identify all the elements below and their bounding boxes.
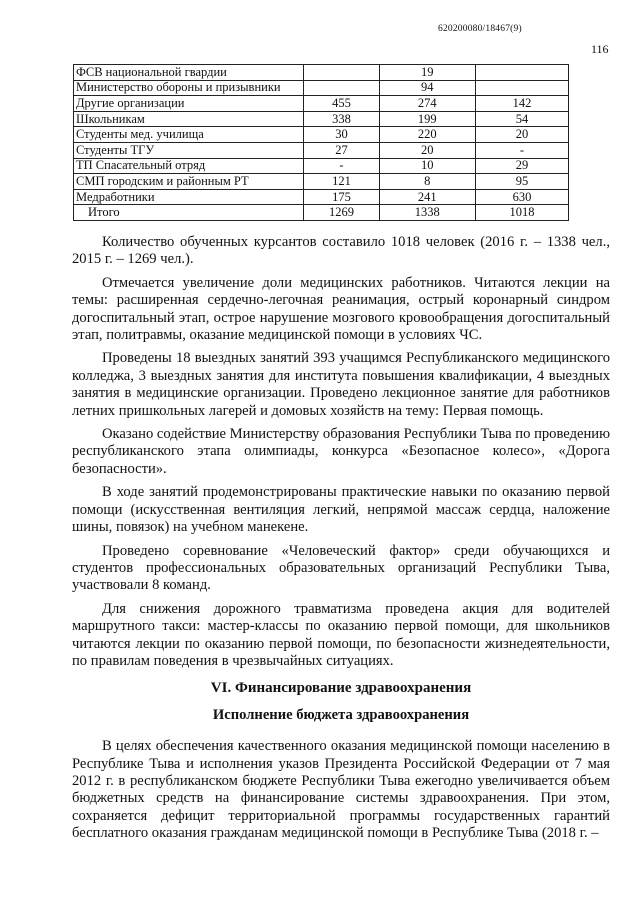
table-row [74, 80, 569, 96]
cell-value: 29 [476, 158, 569, 174]
total-label: Итого [74, 205, 304, 221]
cell-value: 142 [476, 96, 569, 112]
page-number: 116 [591, 42, 609, 56]
table-row [74, 189, 569, 205]
cell-value: 199 [379, 111, 475, 127]
paragraph-field-sessions: Проведены 18 выездных занятий 393 учащимся Республиканского медицинского колледжа, 3 выездных занятия для института повышения квалификации, 4 выездных занятия в медицинские организации. Проведено лекционное занятие для работников летних пришкольных лагерей и домовых хозяйств на тему: Первая помощь. [72, 350, 610, 419]
row-label: Министерство обороны и призывники [74, 80, 304, 96]
total-value: 1018 [476, 205, 569, 221]
paragraph-practical-skills: В ходе занятий продемонстрированы практические навыки по оказанию первой помощи (искусственная вентиляция легкий, непрямой массаж сердца, наложение шины, повязок) на учебном манекене. [72, 484, 610, 536]
row-label: Студенты ТГУ [74, 142, 304, 158]
cell-value: - [304, 158, 379, 174]
table-row [74, 158, 569, 174]
cell-value: 19 [379, 65, 475, 81]
cell-value: 175 [304, 189, 379, 205]
paragraph-budget: В целях обеспечения качественного оказания медицинской помощи населению в Республике Тыва и исполнения указов Президента Российской Федерации от 7 мая 2012 г. в республиканском бюджете Республики Тыва ежегодно увеличивается объем бюджетных средств на финансирование системы здравоохранения. При этом, сохраняется дефицит территориальной программы государственных гарантий бесплатного оказания гражданам медицинской помощи в Республике Тыва (2018 г. – [72, 738, 610, 842]
table-row [74, 142, 569, 158]
cell-value [304, 80, 379, 96]
trainees-table [73, 64, 569, 221]
paragraph-road-safety: Для снижения дорожного травматизма проведена акция для водителей маршрутного такси: мастер-классы по оказанию первой помощи, для школьников читаются лекции по оказанию первой помощи, по безопасности жизнедеятельности, по правилам поведения в чрезвычайных ситуациях. [72, 600, 610, 669]
cell-value: 220 [379, 127, 475, 143]
cell-value: 20 [379, 142, 475, 158]
cell-value: 338 [304, 111, 379, 127]
paragraph-competition: Проведено соревнование «Человеческий фактор» среди обучающихся и студентов профессиональных образовательных организаций Республики Тыва, участвовали 8 команд. [72, 542, 610, 594]
cell-value: 27 [304, 142, 379, 158]
row-label: ТП Спасательный отряд [74, 158, 304, 174]
row-label: Школьникам [74, 111, 304, 127]
table-row [74, 96, 569, 112]
row-label: СМП городским и районным РТ [74, 174, 304, 190]
table-row [74, 127, 569, 143]
cell-value [476, 65, 569, 81]
document-code: 620200080/18467(9) [438, 24, 522, 34]
cell-value: - [476, 142, 569, 158]
cell-value: 8 [379, 174, 475, 190]
cell-value [476, 80, 569, 96]
table-row [74, 111, 569, 127]
cell-value: 30 [304, 127, 379, 143]
section-heading: VI. Финансирование здравоохранения [210, 680, 472, 697]
cell-value: 241 [379, 189, 475, 205]
cell-value: 274 [379, 96, 475, 112]
row-label: Другие организации [74, 96, 304, 112]
document-body [72, 234, 610, 849]
cell-value: 95 [476, 174, 569, 190]
row-label: Студенты мед. училища [74, 127, 304, 143]
row-label: ФСВ национальной гвардии [74, 65, 304, 81]
cell-value: 20 [476, 127, 569, 143]
paragraph-lectures: Отмечается увеличение доли медицинских работников. Читаются лекции на темы: расширенная сердечно-легочная реанимация, острый коронарный синдром догоспитальный этап, острое нарушение мозгового кровообращения догоспитальный этап, политравмы, оказание медицинской помощи в условиях ЧС. [72, 274, 610, 344]
cell-value [304, 65, 379, 81]
total-value: 1338 [379, 205, 475, 221]
cell-value: 630 [476, 189, 569, 205]
cell-value: 455 [304, 96, 379, 112]
cell-value: 121 [304, 174, 379, 190]
row-label: Медработники [74, 189, 304, 205]
subsection-heading: Исполнение бюджета здравоохранения [212, 706, 470, 723]
table-row [74, 65, 569, 81]
paragraph-trainee-count: Количество обученных курсантов составило 1018 человек (2016 г. – 1338 чел., 2015 г. – 1269 чел.). [72, 234, 610, 268]
paragraph-olympiad: Оказано содействие Министерству образования Республики Тыва по проведению республиканского этапа олимпиады, конкурса «Безопасное колесо», «Дорога безопасности». [72, 426, 610, 477]
total-value: 1269 [304, 205, 379, 221]
cell-value: 94 [379, 80, 475, 96]
table-total-row [74, 205, 569, 221]
table-row [74, 174, 569, 190]
cell-value: 10 [379, 158, 475, 174]
cell-value: 54 [476, 111, 569, 127]
